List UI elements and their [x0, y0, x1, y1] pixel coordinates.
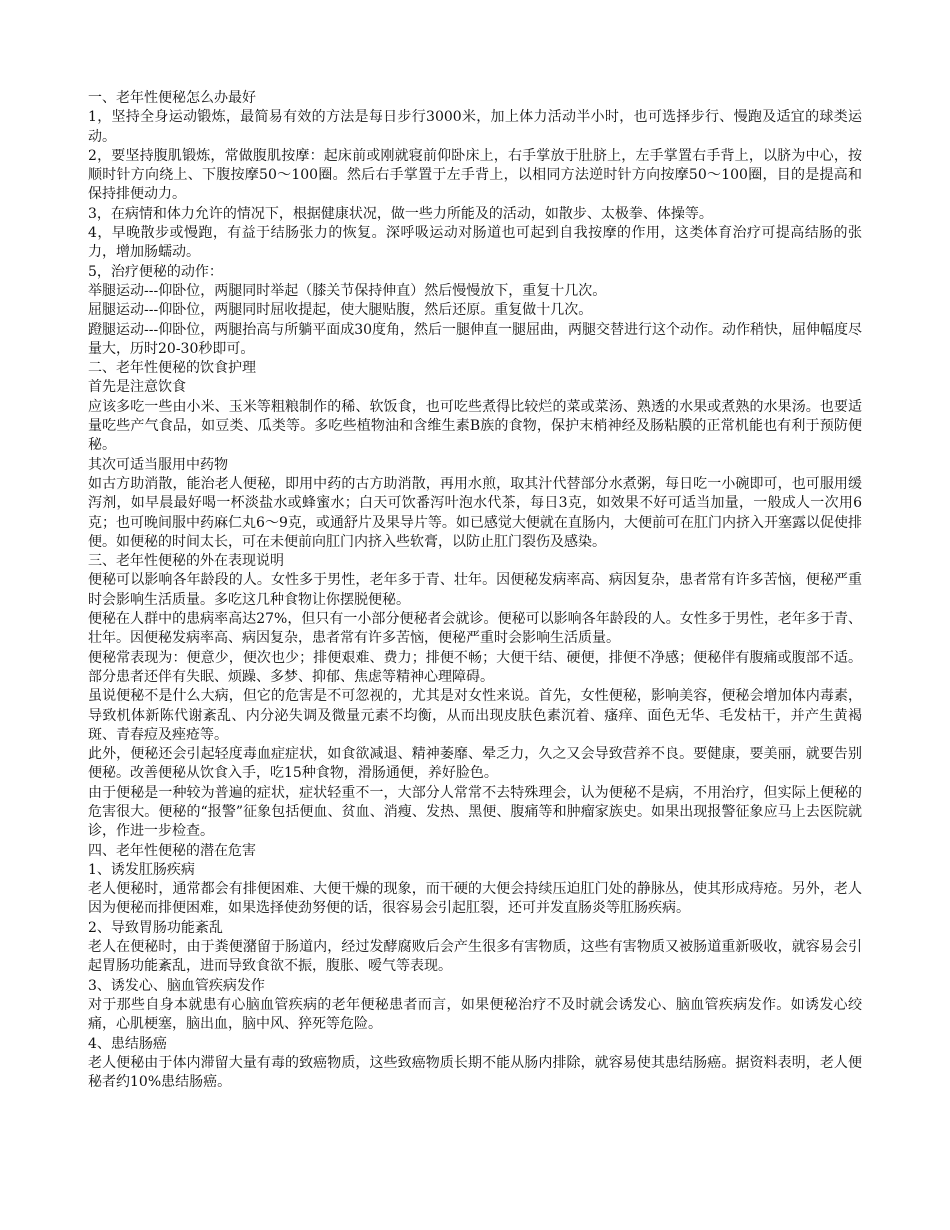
- paragraph-hazard-4: 老人便秘由于体内滞留大量有毒的致癌物质，这些致癌物质长期不能从肠内排除，就容易使其患结肠癌。据资料表明，老人便秘者约10%患结肠癌。: [88, 1054, 862, 1091]
- paragraph-hazard-3: 对于那些自身本就患有心脑血管疾病的老年便秘患者而言，如果便秘治疗不及时就会诱发心、脑血管疾病发作。如诱发心绞痛，心肌梗塞，脑出血，脑中风、猝死等危险。: [88, 996, 862, 1033]
- paragraph-hazard-2: 老人在便秘时，由于粪便潴留于肠道内，经过发酵腐败后会产生很多有害物质，这些有害物质又被肠道重新吸收，就容易会引起胃肠功能紊乱，进而导致食欲不振，腹胀、嗳气等表现。: [88, 939, 862, 975]
- paragraph-exercise-4: 4，早晚散步或慢跑，有益于结肠张力的恢复。深呼吸运动对肠道也可起到自我按摩的作用，这类体育治疗可提高结肠的张力，增加肠蠕动。: [88, 225, 862, 261]
- paragraph-exercise-2: 2，要坚持腹肌锻炼，常做腹肌按摩：起床前或刚就寝前仰卧床上，右手掌放于肚脐上，左手掌置右手背上，以脐为中心，按顺时针方向绕上、下腹按摩50～100圈。然后右手掌置于左手背上，以相同方法逆时针方向按摩50～100圈，目的是提高和保持排便动力。: [88, 147, 862, 203]
- paragraph-leg-bend: 屈腿运动---仰卧位，两腿同时屈收提起，使大腿贴腹，然后还原。重复做十几次。: [88, 302, 593, 319]
- section-heading-4: 四、老年性便秘的潜在危害: [88, 842, 256, 859]
- subheading-medicine: 其次可适当服用中药物: [88, 456, 228, 473]
- subheading-hazard-3: 3、诱发心、脑血管疾病发作: [88, 977, 265, 994]
- paragraph-medicine: 如古方助消散，能治老人便秘，即用中药的古方助消散，再用水煎，取其汁代替部分水煮粥，每日吃一小碗即可，也可服用缓泻剂，如早晨最好喝一杯淡盐水或蜂蜜水；白天可饮番泻叶泡水代茶，每日3克，如效果不好可适当加量，一般成人一次用6克；也可晚间服中药麻仁丸6～9克，或通舒片及果导片等。如已感觉大便就在直肠内，大便前可在肛门内挤入开塞露以促使排便。如便秘的时间太长，可在未便前向肛门内挤入些软膏，以防止肛门裂伤及感染。: [88, 475, 862, 550]
- paragraph-leg-raise: 举腿运动---仰卧位，两腿同时举起（膝关节保持伸直）然后慢慢放下，重复十几次。: [88, 282, 607, 299]
- section-heading-1: 一、老年性便秘怎么办最好: [88, 90, 256, 106]
- paragraph-hazard-1: 老人便秘时，通常都会有排便困难、大便干燥的现象，而干硬的大便会持续压迫肛门处的静脉丛，使其形成痔疮。另外，老人因为便秘而排便困难，如果选择使劲努便的话，很容易会引起肛裂，还可并发直肠炎等肛肠疾病。: [88, 881, 862, 917]
- paragraph-diet: 应该多吃一些由小米、玉米等粗粮制作的稀、软饭食，也可吃些煮得比较烂的菜或菜汤、熟透的水果或煮熟的水果汤。也要适量吃些产气食品，如豆类、瓜类等。多吃些植物油和含维生素B族的食物，保护末梢神经及肠粘膜的正常机能也有利于预防便秘。: [88, 398, 862, 454]
- paragraph-exercise-1: 1，坚持全身运动锻炼，最简易有效的方法是每日步行3000米，加上体力活动半小时，也可选择步行、慢跑及适宜的球类运动。: [88, 109, 862, 145]
- paragraph-leg-kick: 蹬腿运动---仰卧位，两腿抬高与所躺平面成30度角，然后一腿伸直一腿屈曲，两腿交替进行这个动作。动作稍快，屈伸幅度尽量大，历时20-30秒即可。: [88, 321, 863, 357]
- subheading-hazard-1: 1、诱发肛肠疾病: [88, 861, 195, 878]
- paragraph-symptoms-3: 便秘常表现为：便意少，便次也少；排便艰难、费力；排便不畅；大便干结、硬便，排便不净感；便秘伴有腹痛或腹部不适。部分患者还伴有失眠、烦躁、多梦、抑郁、焦虑等精神心理障碍。: [88, 649, 862, 685]
- paragraph-exercise-5: 5，治疗便秘的动作：: [88, 263, 223, 280]
- paragraph-symptoms-6: 由于便秘是一种较为普遍的症状，症状轻重不一，大部分人常常不去特殊理会，认为便秘不是病，不用治疗，但实际上便秘的危害很大。便秘的“报警”征象包括便血、贫血、消瘦、发热、黑便、腹痛等和肿瘤家族史。如果出现报警征象应马上去医院就诊，作进一步检查。: [88, 784, 862, 840]
- subheading-diet: 首先是注意饮食: [88, 379, 186, 396]
- document-body: [88, 89, 862, 1092]
- section-heading-3: 三、老年性便秘的外在表现说明: [88, 553, 284, 570]
- paragraph-exercise-3: 3，在病情和体力允许的情况下，根据健康状况，做一些力所能及的活动，如散步、太极拳、体操等。: [88, 205, 713, 222]
- paragraph-symptoms-2: 便秘在人群中的患病率高达27%，但只有一小部分便秘者会就诊。便秘可以影响各年龄段的人。女性多于男性，老年多于青、壮年。因便秘发病率高、病因复杂，患者常有许多苦恼，便秘严重时会影响生活质量。: [88, 611, 862, 647]
- paragraph-symptoms-1: 便秘可以影响各年龄段的人。女性多于男性，老年多于青、壮年。因便秘发病率高、病因复杂，患者常有许多苦恼，便秘严重时会影响生活质量。多吃这几种食物让你摆脱便秘。: [88, 572, 862, 608]
- section-heading-2: 二、老年性便秘的饮食护理: [88, 360, 256, 377]
- paragraph-symptoms-4: 虽说便秘不是什么大病，但它的危害是不可忽视的，尤其是对女性来说。首先，女性便秘，影响美容，便秘会增加体内毒素，导致机体新陈代谢紊乱、内分泌失调及微量元素不均衡，从而出现皮肤色素沉着、瘙痒、面色无华、毛发枯干，并产生黄褐斑、青春痘及痤疮等。: [88, 688, 862, 743]
- subheading-hazard-2: 2、导致胃肠功能紊乱: [88, 919, 223, 936]
- subheading-hazard-4: 4、患结肠癌: [88, 1035, 167, 1052]
- paragraph-symptoms-5: 此外，便秘还会引起轻度毒血症症状，如食欲减退、精神萎靡、晕乏力，久之又会导致营养不良。要健康，要美丽，就要告别便秘。改善便秘从饮食入手，吃15种食物，滑肠通便，养好脸色。: [88, 746, 862, 782]
